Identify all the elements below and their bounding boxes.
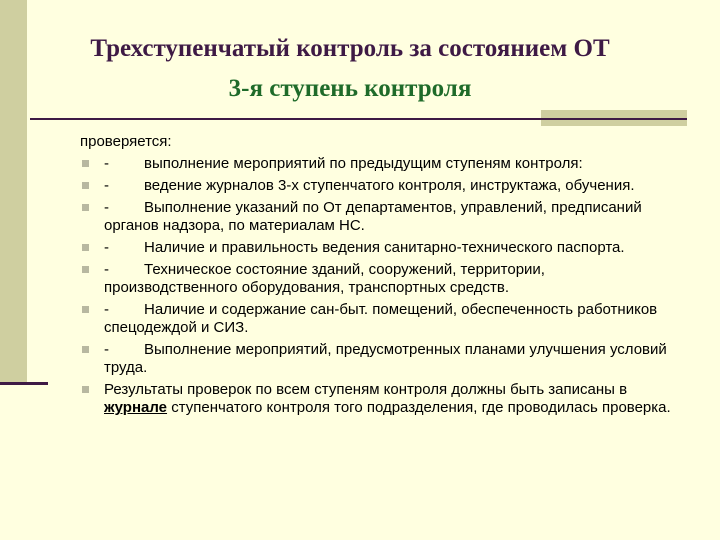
square-bullet-icon bbox=[82, 182, 89, 189]
square-bullet-icon bbox=[82, 266, 89, 273]
slide-subtitle: 3-я ступень контроля bbox=[228, 75, 472, 102]
square-bullet-icon bbox=[82, 306, 89, 313]
journal-link[interactable]: журнале bbox=[104, 399, 168, 416]
final-item-after: ступенчатого контроля того подразделения, где проводилась проверка. bbox=[167, 399, 671, 416]
item-dash: - bbox=[104, 261, 109, 278]
slide-title: Трехступенчатый контроль за состоянием ОТ bbox=[90, 35, 610, 62]
item-text: ведение журналов 3-х ступенчатого контроля, инструктажа, обучения. bbox=[144, 177, 635, 194]
final-item-before: Результаты проверок по всем ступеням контроля должны быть записаны в bbox=[104, 381, 628, 398]
slide-body bbox=[80, 133, 680, 421]
list-item bbox=[80, 239, 680, 257]
square-bullet-icon bbox=[82, 346, 89, 353]
item-dash: - bbox=[104, 177, 109, 194]
item-text: Наличие и содержание сан-быт. помещений, обеспеченность работников спецодеждой и СИЗ. bbox=[104, 301, 658, 336]
square-bullet-icon bbox=[82, 204, 89, 211]
list-item bbox=[80, 177, 680, 195]
item-text: Наличие и правильность ведения санитарно-технического паспорта. bbox=[144, 239, 625, 256]
item-dash: - bbox=[104, 341, 109, 358]
list-item bbox=[80, 341, 680, 377]
item-text: Техническое состояние зданий, сооружений, территории, производственного оборудования, транспортных средств. bbox=[104, 261, 545, 296]
list-item bbox=[80, 301, 680, 337]
item-dash: - bbox=[104, 199, 109, 216]
list-item bbox=[80, 261, 680, 297]
header-divider bbox=[30, 118, 687, 120]
intro-text: проверяется: bbox=[80, 133, 172, 150]
list-item bbox=[80, 381, 680, 417]
item-dash: - bbox=[104, 239, 109, 256]
list-item bbox=[80, 199, 680, 235]
item-text: Выполнение мероприятий, предусмотренных планами улучшения условий труда. bbox=[104, 341, 667, 376]
item-text: Выполнение указаний по От департаментов, управлений, предписаний органов надзора, по материалам НС. bbox=[104, 199, 642, 234]
item-dash: - bbox=[104, 301, 109, 318]
list-item bbox=[80, 155, 680, 173]
square-bullet-icon bbox=[82, 160, 89, 167]
item-dash: - bbox=[104, 155, 109, 172]
square-bullet-icon bbox=[82, 386, 89, 393]
left-decor-line bbox=[0, 382, 48, 385]
bullet-list bbox=[80, 155, 680, 417]
square-bullet-icon bbox=[82, 244, 89, 251]
item-text: выполнение мероприятий по предыдущим ступеням контроля: bbox=[144, 155, 583, 172]
